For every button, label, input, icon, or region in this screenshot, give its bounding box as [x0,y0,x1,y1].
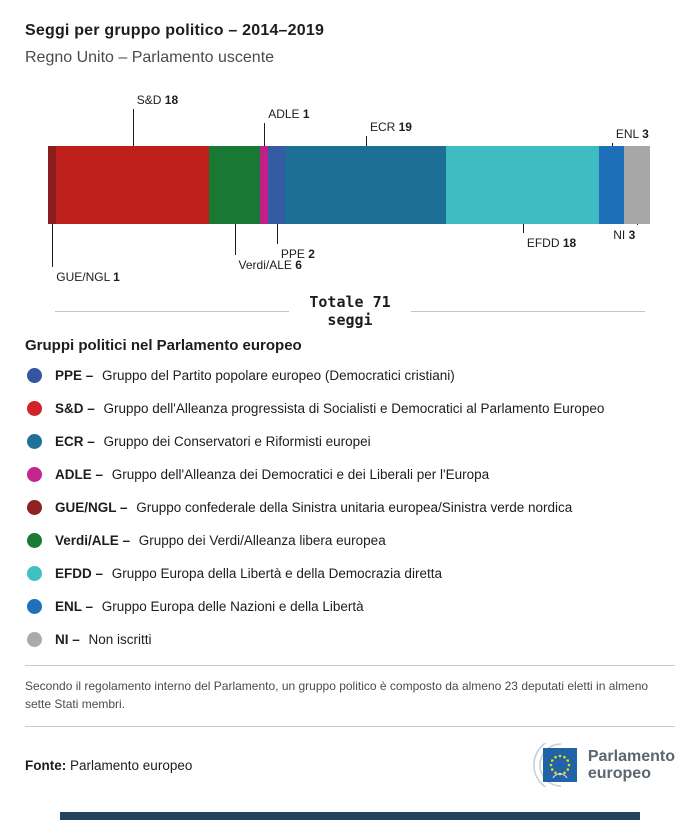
legend-heading: Gruppi politici nel Parlamento europeo [25,337,302,354]
bottom-strip [60,812,640,820]
page-title: Seggi per gruppo politico – 2014–2019 [25,22,325,39]
legend-item-enl [25,599,675,614]
legend-item-text: Verdi/ALE – Gruppo dei Verdi/Alleanza libera europea [55,533,386,548]
leader-line-ni [637,224,638,225]
ep-logo-text [588,748,675,783]
segment-label-ppe: PPE 2 [280,247,315,261]
total-rule-left [55,311,289,312]
bar-segment-s-d[interactable] [56,146,209,224]
total-line2: seggi [327,311,373,329]
legend-item-ni [25,632,675,647]
segment-label-verdi-ale: Verdi/ALE 6 [238,258,302,272]
legend-color-dot [27,467,42,482]
legend-item-text: ENL – Gruppo Europa delle Nazioni e della Libertà [55,599,364,614]
legend-item-text: GUE/NGL – Gruppo confederale della Sinistra unitaria europea/Sinistra verde nordica [55,500,573,515]
segment-label-ni: NI 3 [613,228,636,242]
legend-item-verdi-ale [25,533,675,548]
leader-line-ecr [366,136,367,146]
total-rule-right [411,311,645,312]
legend-item-efdd [25,566,675,581]
legend-item-adle [25,467,675,482]
european-parliament-logo [513,743,675,787]
legend-item-text: ECR – Gruppo dei Conservatori e Riformisti europei [55,434,371,449]
stacked-bar [48,146,650,224]
legend-item-gue-ngl [25,500,675,515]
segment-label-enl: ENL 3 [615,127,649,141]
bar-segment-verdi-ale[interactable] [209,146,260,224]
leader-line-s-d [133,109,134,146]
legend-color-dot [27,599,42,614]
source-label: Fonte: [25,757,67,773]
leader-line-ppe [277,224,278,244]
leader-line-gue-ngl [52,224,53,267]
ep-logo-line1: Parlamento [587,747,675,765]
leader-line-efdd [523,224,524,233]
total-seats-label [309,293,390,329]
segment-label-ecr: ECR 19 [369,120,412,134]
bar-segment-ni[interactable] [624,146,649,224]
legend-item-text: S&D – Gruppo dell'Alleanza progressista di Socialisti e Democratici al Parlamento Europeo [55,401,605,416]
segment-label-efdd: EFDD 18 [526,236,577,250]
segment-label-adle: ADLE 1 [268,107,310,121]
legend-color-dot [27,632,42,647]
segment-label-gue-ngl: GUE/NGL 1 [56,270,120,284]
bar-segment-efdd[interactable] [446,146,599,224]
source-text [25,758,192,773]
bar-segment-gue-ngl[interactable] [48,146,56,224]
segment-label-s-d: S&D 18 [136,93,179,107]
legend-item-text: EFDD – Gruppo Europa della Libertà e della Democrazia diretta [55,566,442,581]
legend-color-dot [27,500,42,515]
bar-segment-ppe[interactable] [268,146,285,224]
source-value: Parlamento europeo [70,757,193,773]
legend-color-dot [27,566,42,581]
bar-segment-ecr[interactable] [285,146,446,224]
ep-logo-icon [513,743,579,787]
legend-color-dot [27,401,42,416]
legend-item-ecr [25,434,675,449]
footer [25,727,675,793]
total-line1: Totale 71 [309,293,391,311]
chart [48,91,652,289]
page-subtitle: Regno Unito – Parlamento uscente [25,49,275,66]
legend-list [25,368,675,647]
legend-color-dot [27,368,42,383]
ep-logo-line2: europeo [587,765,651,782]
legend-color-dot [27,533,42,548]
bar-segment-enl[interactable] [599,146,624,224]
leader-line-adle [264,123,265,146]
legend-item-s-d [25,401,675,416]
legend-item-text: PPE – Gruppo del Partito popolare europeo (Democratici cristiani) [55,368,455,383]
legend-item-ppe [25,368,675,383]
legend-color-dot [27,434,42,449]
total-row [55,293,645,329]
legend-item-text: ADLE – Gruppo dell'Alleanza dei Democratici e dei Liberali per l'Europa [55,467,490,482]
leader-line-verdi-ale [235,224,236,255]
leader-line-enl [612,143,613,146]
legend-item-text: NI – Non iscritti [55,632,152,647]
footnote: Secondo il regolamento interno del Parlamento, un gruppo politico è composto da almeno 23 deputati eletti in almeno sette Stati membri. [25,679,649,711]
bar-segment-adle[interactable] [260,146,268,224]
